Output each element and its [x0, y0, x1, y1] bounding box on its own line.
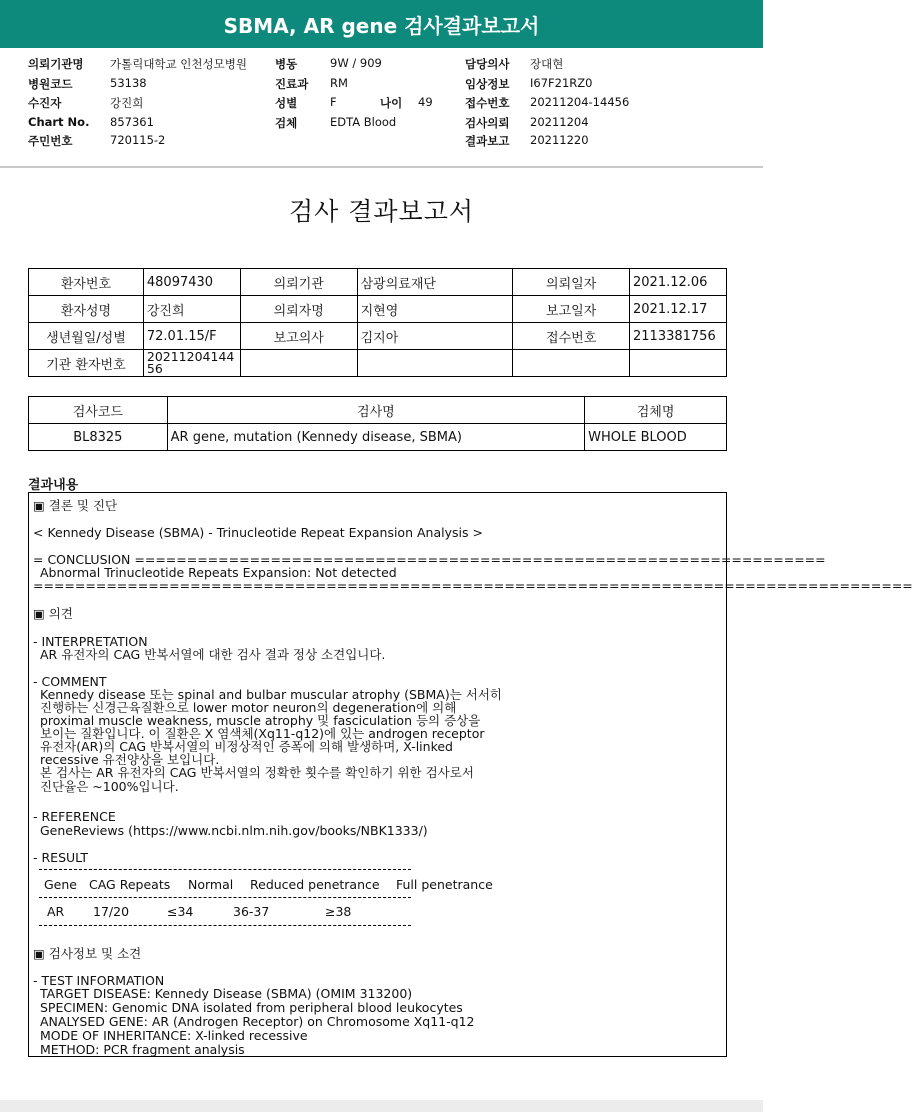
interpretation-heading: - INTERPRETATION [33, 634, 148, 649]
table-header-row [29, 397, 727, 424]
test-code-header: 검사코드 [29, 397, 168, 424]
reporting-doctor-value: 김지아 [357, 323, 513, 350]
chart-no-label: Chart No. [28, 115, 90, 129]
results-box [28, 492, 913, 1057]
dept-value: RM [330, 76, 348, 90]
age-value: 49 [418, 95, 433, 109]
test-info-line: MODE OF INHERITANCE: X-linked recessive [40, 1028, 308, 1043]
sex-value: F [330, 95, 337, 109]
result-heading: - RESULT [33, 850, 89, 865]
comment-line: recessive 유전양상을 보입니다. [40, 752, 220, 767]
meta-divider [0, 166, 763, 168]
test-info-heading: - TEST INFORMATION [33, 973, 165, 988]
dept-label: 진료과 [275, 77, 309, 91]
patient-name-label: 환자성명 [29, 296, 144, 323]
empty-cell [630, 350, 727, 377]
request-date-value: 20211204 [530, 115, 589, 129]
result-header-normal: Normal [188, 877, 234, 892]
doctor-value: 장대현 [530, 57, 564, 71]
specimen-header: 검체명 [585, 397, 727, 424]
patient-no-value: 48097430 [143, 269, 240, 296]
comment-line: Kennedy disease 또는 spinal and bulbar muscular atrophy (SBMA)는 서서히 [40, 687, 502, 702]
institution-value: 가톨릭대학교 인천성모병원 [110, 57, 247, 71]
test-info-line: METHOD: PCR fragment analysis [40, 1042, 245, 1057]
table-row [29, 296, 727, 323]
ward-value: 9W / 909 [330, 56, 382, 70]
hospital-code-label: 병원코드 [28, 77, 73, 91]
requester-name-label: 의뢰자명 [240, 296, 357, 323]
comment-line: proximal muscle weakness, muscle atrophy 및 fasciculation 등의 증상을 [40, 713, 481, 728]
section-test-info: ▣ 검사정보 및 소견 [33, 946, 142, 961]
results-heading: 결과내용 [28, 478, 79, 493]
analysis-title: < Kennedy Disease (SBMA) - Trinucleotide Repeat Expansion Analysis > [33, 525, 483, 540]
section-conclusion: ▣ 결론 및 진단 [33, 498, 118, 513]
doctor-label: 담당의사 [465, 57, 510, 71]
empty-cell [240, 350, 357, 377]
table-row [29, 269, 727, 296]
sex-label: 성별 [275, 96, 298, 110]
patient-info-table [28, 268, 727, 377]
clinical-info-label: 임상정보 [465, 77, 510, 91]
org-patient-no-value [143, 350, 240, 377]
test-code-value: BL8325 [29, 424, 168, 451]
result-gene: AR [47, 904, 65, 919]
empty-cell [513, 350, 630, 377]
table-row [29, 323, 727, 350]
specimen-value: EDTA Blood [330, 115, 397, 129]
institution-label: 의뢰기관명 [28, 57, 84, 71]
org-patient-no-label: 기관 환자번호 [29, 350, 144, 377]
examinee-value: 강진희 [110, 96, 144, 110]
org-patient-no-part1: 20211204144 [146, 349, 235, 364]
empty-cell [357, 350, 513, 377]
hospital-code-value: 53138 [110, 76, 147, 90]
birth-sex-value: 72.01.15/F [143, 323, 240, 350]
requester-name-value: 지현영 [357, 296, 513, 323]
rrn-value: 720115-2 [110, 133, 166, 147]
dashed-rule [39, 897, 411, 898]
conclusion-line: = CONCLUSION ================================================================== [33, 552, 826, 567]
receipt-no-value: 2113381756 [630, 323, 727, 350]
test-info-table [28, 396, 727, 451]
reporting-doctor-label: 보고의사 [240, 323, 357, 350]
comment-line: 보이는 질환입니다. 이 질환은 X 염색체(Xq11-q12)에 있는 androgen receptor [40, 726, 485, 741]
dashed-rule [39, 925, 411, 926]
request-date-label: 의뢰일자 [513, 269, 630, 296]
meta-info-panel [0, 48, 763, 166]
ward-label: 병동 [275, 57, 298, 71]
org-patient-no-part2: 56 [146, 361, 163, 376]
requesting-org-label: 의뢰기관 [240, 269, 357, 296]
report-date-label: 보고일자 [513, 296, 630, 323]
comment-line: 본 검사는 AR 유전자의 CAG 반복서열의 정확한 횟수를 확인하기 위한 검사로서 [40, 765, 474, 780]
report-date-value: 2021.12.17 [630, 296, 727, 323]
receipt-no-label: 접수번호 [513, 323, 630, 350]
document-title: 검사 결과보고서 [289, 197, 474, 226]
report-date-label: 결과보고 [465, 134, 510, 148]
rrn-label: 주민번호 [28, 134, 73, 148]
result-normal: ≤34 [167, 904, 194, 919]
reference-heading: - REFERENCE [33, 809, 116, 824]
dashed-rule [39, 869, 411, 870]
birth-sex-label: 생년월일/성별 [29, 323, 144, 350]
receipt-no-value: 20211204-14456 [530, 95, 630, 109]
chart-no-value: 857361 [110, 115, 154, 129]
footer-strip [0, 1100, 763, 1112]
result-header-reduced: Reduced penetrance [250, 877, 380, 892]
test-info-line: TARGET DISEASE: Kennedy Disease (SBMA) (OMIM 313200) [40, 986, 413, 1001]
conclusion-text: Abnormal Trinucleotide Repeats Expansion: Not detected [40, 565, 397, 580]
requesting-org-value: 삼광의료재단 [357, 269, 513, 296]
examinee-label: 수진자 [28, 96, 62, 110]
patient-name-value: 강진희 [143, 296, 240, 323]
result-cag: 17/20 [93, 904, 130, 919]
report-date-value: 20211220 [530, 133, 589, 147]
specimen-label: 검체 [275, 116, 298, 130]
table-row [29, 424, 727, 451]
equals-line: ==================================================================================== [33, 578, 913, 593]
report-title: SBMA, AR gene 검사결과보고서 [223, 13, 540, 38]
comment-line: 진행하는 신경근육질환으로 lower motor neuron의 degeneration에 의해 [40, 700, 457, 715]
comment-line: 진단율은 ~100%입니다. [40, 779, 179, 794]
result-header-cag: CAG Repeats [89, 877, 171, 892]
comment-line: 유전자(AR)의 CAG 반복서열의 비정상적인 증폭에 의해 발생하며, X-linked [40, 739, 453, 754]
clinical-info-value: I67F21RZ0 [530, 76, 593, 90]
reference-text: GeneReviews (https://www.ncbi.nlm.nih.gov/books/NBK1333/) [40, 823, 428, 838]
table-row [29, 350, 727, 377]
receipt-no-label: 접수번호 [465, 96, 510, 110]
specimen-value: WHOLE BLOOD [585, 424, 727, 451]
result-header-full: Full penetrance [396, 877, 493, 892]
request-date-label: 검사의뢰 [465, 116, 510, 130]
interpretation-text: AR 유전자의 CAG 반복서열에 대한 검사 결과 정상 소견입니다. [40, 647, 386, 662]
section-opinion: ▣ 의견 [33, 606, 73, 621]
test-name-header: 검사명 [167, 397, 584, 424]
patient-no-label: 환자번호 [29, 269, 144, 296]
test-info-line: ANALYSED GENE: AR (Androgen Receptor) on Chromosome Xq11-q12 [40, 1014, 475, 1029]
request-date-value: 2021.12.06 [630, 269, 727, 296]
result-reduced: 36-37 [233, 904, 270, 919]
test-name-value: AR gene, mutation (Kennedy disease, SBMA) [167, 424, 584, 451]
result-header-gene: Gene [44, 877, 77, 892]
age-label: 나이 [380, 96, 403, 110]
report-header-bar [0, 0, 763, 48]
comment-heading: - COMMENT [33, 674, 107, 689]
test-info-line: SPECIMEN: Genomic DNA isolated from peripheral blood leukocytes [40, 1000, 463, 1015]
result-full: ≥38 [325, 904, 352, 919]
